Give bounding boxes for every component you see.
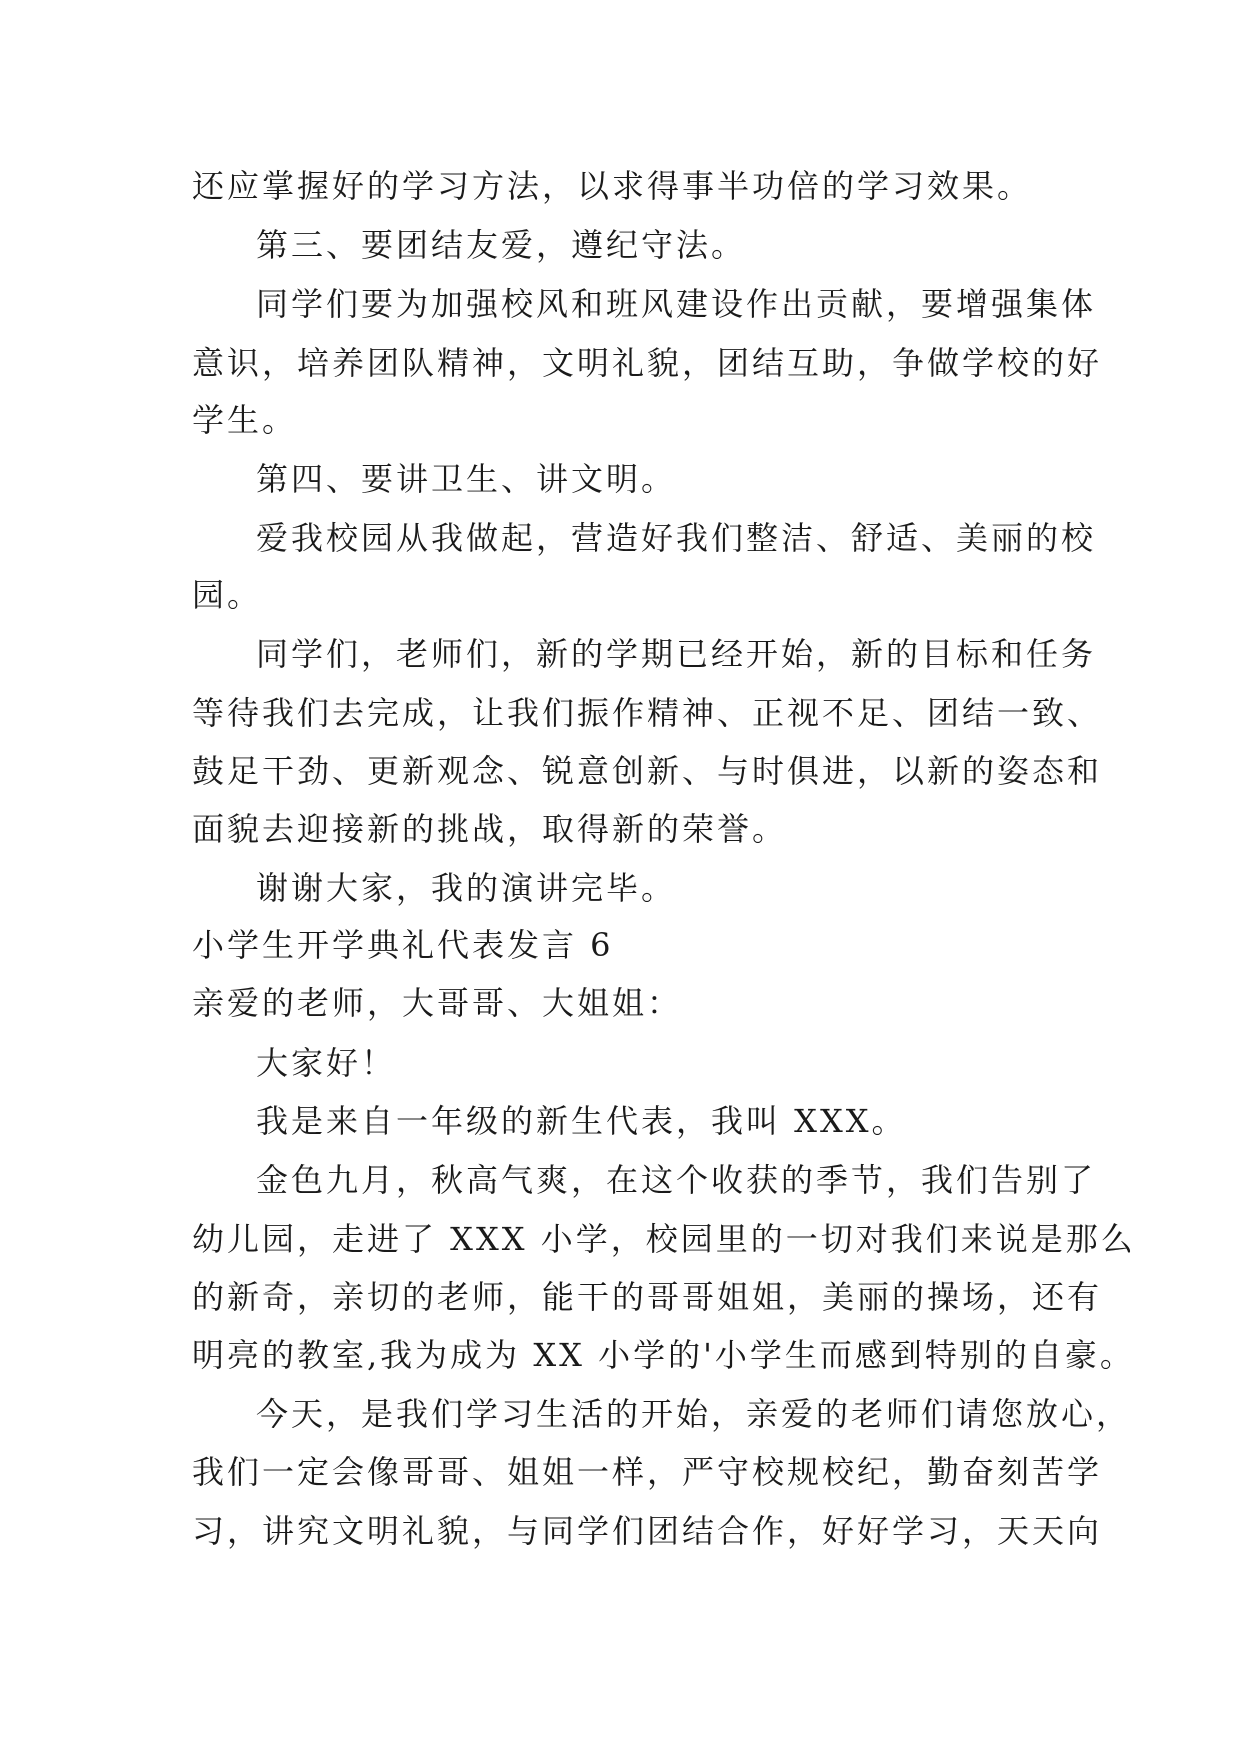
paragraph-line: 面貌去迎接新的挑战，取得新的荣誉。 bbox=[192, 810, 788, 848]
paragraph-line: 意识，培养团队精神，文明礼貌，团结互助，争做学校的好 bbox=[192, 344, 1103, 382]
paragraph-line: 我们一定会像哥哥、姐姐一样，严守校规校纪，勤奋刻苦学 bbox=[192, 1453, 1103, 1491]
paragraph-line: 的新奇，亲切的老师，能干的哥哥姐姐，美丽的操场，还有 bbox=[192, 1278, 1103, 1316]
paragraph-line: 鼓足干劲、更新观念、锐意创新、与时俱进，以新的姿态和 bbox=[192, 752, 1103, 790]
paragraph-line: 习，讲究文明礼貌，与同学们团结合作，好好学习，天天向 bbox=[192, 1512, 1103, 1550]
paragraph-line: 金色九月，秋高气爽，在这个收获的季节，我们告别了 bbox=[256, 1161, 1097, 1199]
salutation: 亲爱的老师，大哥哥、大姐姐： bbox=[192, 984, 683, 1022]
paragraph-line: 同学们要为加强校风和班风建设作出贡献，要增强集体 bbox=[256, 285, 1097, 323]
paragraph-line: 还应掌握好的学习方法，以求得事半功倍的学习效果。 bbox=[192, 167, 1033, 205]
paragraph-line: 谢谢大家，我的演讲完毕。 bbox=[256, 869, 677, 907]
paragraph-line: 今天，是我们学习生活的开始，亲爱的老师们请您放心， bbox=[256, 1395, 1132, 1433]
paragraph-line: 明亮的教室,我为成为 XX 小学的'小学生而感到特别的自豪。 bbox=[192, 1336, 1135, 1374]
section-heading: 第三、要团结友爱，遵纪守法。 bbox=[256, 226, 747, 264]
paragraph-line: 幼儿园，走进了 XXX 小学，校园里的一切对我们来说是那么 bbox=[192, 1220, 1136, 1258]
speech-title: 小学生开学典礼代表发言 6 bbox=[192, 926, 614, 964]
paragraph-line: 学生。 bbox=[192, 401, 298, 439]
paragraph-line: 园。 bbox=[192, 576, 263, 614]
section-heading: 第四、要讲卫生、讲文明。 bbox=[256, 460, 677, 498]
paragraph-line: 我是来自一年级的新生代表，我叫 XXX。 bbox=[256, 1102, 907, 1140]
paragraph-line: 同学们，老师们，新的学期已经开始，新的目标和任务 bbox=[256, 635, 1097, 673]
paragraph-line: 等待我们去完成，让我们振作精神、正视不足、团结一致、 bbox=[192, 694, 1103, 732]
greeting: 大家好！ bbox=[256, 1044, 397, 1082]
paragraph-line: 爱我校园从我做起，营造好我们整洁、舒适、美丽的校 bbox=[256, 519, 1097, 557]
